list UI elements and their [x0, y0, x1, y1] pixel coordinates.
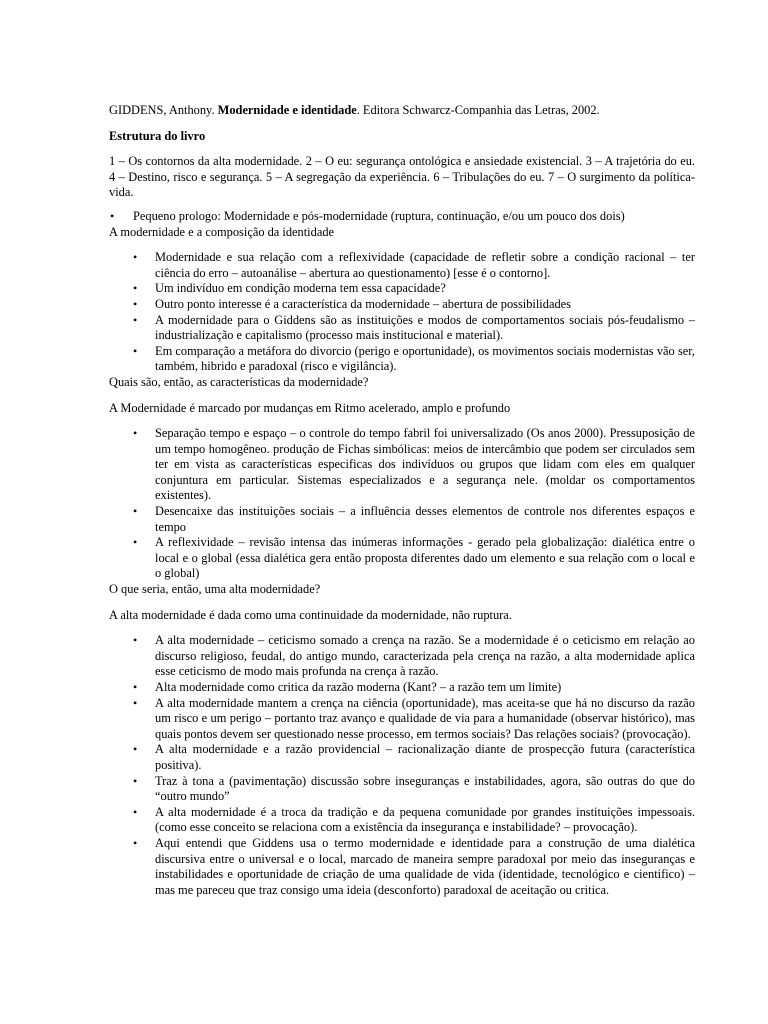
citation	[109, 103, 695, 119]
section3-question: O que seria, então, uma alta modernidade?	[109, 582, 321, 597]
section1-heading: A modernidade e a composição da identidade	[109, 224, 335, 239]
list-item: • A alta modernidade mantem a crença na ciência (oportunidade), mas aceita-se que há no discurso da razão um risco e um perigo – portanto traz avanço e qualidade de via para a humanidade (observar histórico), mas quais pontos devem ser questionado nesse processo, em termos sociais? Das relações sociais? (provocação).	[109, 696, 695, 743]
list-item: • Alta modernidade como critica da razão moderna (Kant? – a razão tem um limite)	[109, 680, 695, 696]
list-item: • Em comparação a metáfora do divorcio (perigo e oportunidade), os movimentos sociais modernistas vão ser, também, hibrido e paradoxal (risco e vigilância).	[109, 344, 695, 375]
list-item: • A alta modernidade – ceticismo somado a crença na razão. Se a modernidade é o ceticismo em relação ao discurso religioso, feudal, do antigo mundo, caracterizada pela crença na razão, a alta modernidade aplica esse ceticismo de modo mais profunda na crença à razão.	[109, 633, 695, 680]
citation-author: GIDDENS, Anthony.	[109, 103, 218, 117]
chapter-list: 1 – Os contornos da alta modernidade. 2 – O eu: segurança ontológica e ansiedade existencial. 3 – A trajetória do eu. 4 – Destino, risco e segurança. 5 – A segregação da experiência. 6 – Tribulações do eu. 7 – O surgimento da política-vida.	[109, 154, 695, 200]
list-item: • Desencaixe das instituições sociais – a influência desses elementos de controle nos diferentes espaços e tempo	[109, 504, 695, 535]
list-item: • Modernidade e sua relação com a reflexividade (capacidade de refletir sobre a condição racional – ter ciência do erro – autoanálise – abertura ao questionamento) [esse é o contorno].	[109, 250, 695, 281]
list-item: • Traz à tona a (pavimentação) discussão sobre inseguranças e instabilidades, agora, são outras do que do “outro mundo”	[109, 774, 695, 805]
section2-list	[109, 426, 695, 582]
prologue-list	[109, 209, 695, 225]
list-item: • A alta modernidade é a troca da tradição e da pequena comunidade por grandes instituições impessoais. (como esse conceito se relaciona com a existência da insegurança e instabilidade? – provocação).	[109, 805, 695, 836]
list-item: • Aqui entendi que Giddens usa o termo modernidade e identidade para a construção de uma dialética discursiva entre o universal e o local, marcado de maneira sempre paradoxal por meio das inseguranças e instabilidades e oportunidade de criação de uma qualidade de vida (identidade, tecnológico e cientifico) – mas me pareceu que traz consigo uma ideia (desconforto) paradoxal de aceitação ou critica.	[109, 836, 695, 898]
section3-heading: A alta modernidade é dada como uma continuidade da modernidade, não ruptura.	[109, 607, 512, 622]
list-item: • A modernidade para o Giddens são as instituições e modos de comportamentos sociais pós-feudalismo – industrialização e capitalismo (processo mais institucional e material).	[109, 313, 695, 344]
section3-list	[109, 633, 695, 898]
list-item: • A reflexividade – revisão intensa das inúmeras informações - gerado pela globalização: dialética entre o local e o global (essa dialética gera então proposta diferentes dado um elemento e sua relação com o local e o global)	[109, 535, 695, 582]
citation-publisher: . Editora Schwarcz-Companhia das Letras, 2002.	[356, 103, 600, 117]
list-item: • Separação tempo e espaço – o controle do tempo fabril foi universalizado (Os anos 2000). Pressuposição de um tempo homogêneo. produção de Fichas simbólicas: meios de intercâmbio que podem ser circulados sem ter em vista as características especificas dos indivíduos ou grupos que lidam com eles em qualquer conjuntura em particular. Sistemas especializados e a segurança nele. (moldar os comportamentos existentes).	[109, 426, 695, 504]
list-item: • A alta modernidade e a razão providencial – racionalização diante de prospecção futura (característica positiva).	[109, 742, 695, 773]
document-body	[109, 103, 695, 898]
citation-title: Modernidade e identidade	[217, 103, 357, 117]
section2-question: Quais são, então, as características da modernidade?	[109, 374, 369, 389]
list-item: • Outro ponto interesse é a característica da modernidade – abertura de possibilidades	[109, 297, 695, 313]
structure-heading: Estrutura do livro	[109, 128, 206, 143]
prologue-item: • Pequeno prologo: Modernidade e pós-modernidade (ruptura, continuação, e/ou um pouco dos dois)	[109, 209, 695, 225]
section2-heading: A Modernidade é marcado por mudanças em Ritmo acelerado, amplo e profundo	[109, 400, 511, 415]
section1-list	[109, 250, 695, 375]
list-item: • Um indivíduo em condição moderna tem essa capacidade?	[109, 281, 695, 297]
